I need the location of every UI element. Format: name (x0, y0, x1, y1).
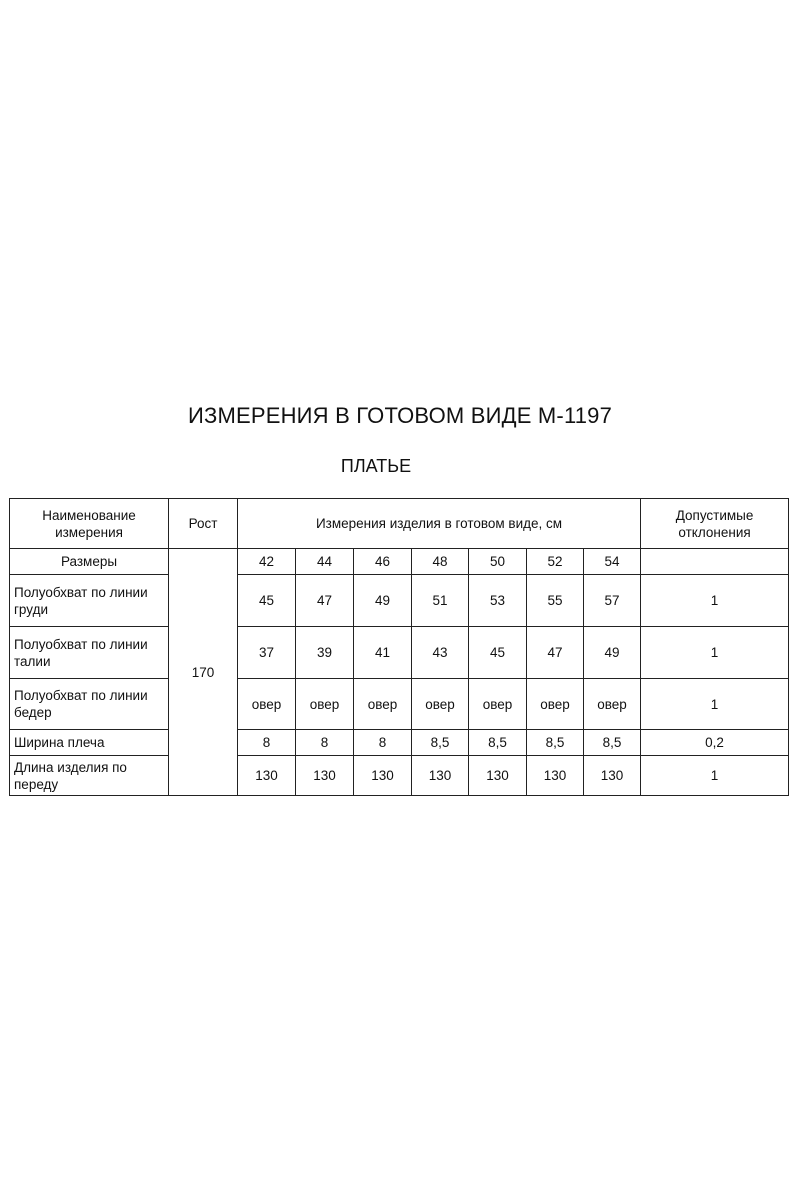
cell-value: овер (412, 679, 469, 730)
cell-value: 46 (354, 549, 412, 575)
cell-value: 8,5 (584, 730, 641, 756)
cell-value: 54 (584, 549, 641, 575)
cell-tolerance: 1 (641, 627, 789, 679)
cell-value: 8 (238, 730, 296, 756)
table-row (10, 679, 789, 730)
cell-value: 43 (412, 627, 469, 679)
header-measures: Измерения изделия в готовом виде, см (238, 499, 641, 549)
measurements-table (9, 498, 789, 796)
table-header-row (10, 499, 789, 549)
cell-value: овер (469, 679, 527, 730)
cell-value: 130 (296, 756, 354, 796)
height-value: 170 (169, 549, 238, 796)
cell-value: 8,5 (412, 730, 469, 756)
cell-value: 55 (527, 575, 584, 627)
cell-value: овер (584, 679, 641, 730)
cell-value: 130 (584, 756, 641, 796)
document-title: ИЗМЕРЕНИЯ В ГОТОВОМ ВИДЕ М-1197 (187, 403, 613, 428)
cell-value: 53 (469, 575, 527, 627)
cell-tolerance (641, 549, 789, 575)
cell-value: 130 (469, 756, 527, 796)
row-label: Размеры (10, 549, 169, 575)
table-row (10, 627, 789, 679)
cell-value: 8,5 (527, 730, 584, 756)
cell-tolerance: 1 (641, 756, 789, 796)
cell-value: 45 (469, 627, 527, 679)
cell-value: 48 (412, 549, 469, 575)
cell-value: 47 (527, 627, 584, 679)
cell-value: 37 (238, 627, 296, 679)
cell-value: овер (296, 679, 354, 730)
document-subtitle: ПЛАТЬЕ (340, 456, 412, 476)
cell-value: 39 (296, 627, 354, 679)
row-label: Полуобхват по линии талии (10, 627, 169, 679)
row-label: Длина изделия по переду (10, 756, 169, 796)
header-measurement-name: Наименование измерения (10, 499, 169, 549)
cell-value: 130 (238, 756, 296, 796)
row-label: Ширина плеча (10, 730, 169, 756)
cell-value: овер (238, 679, 296, 730)
cell-value: 8 (354, 730, 412, 756)
row-label: Полуобхват по линии груди (10, 575, 169, 627)
header-height: Рост (169, 499, 238, 549)
cell-value: 52 (527, 549, 584, 575)
cell-value: 57 (584, 575, 641, 627)
cell-value: 49 (584, 627, 641, 679)
cell-value: 130 (354, 756, 412, 796)
cell-value: овер (354, 679, 412, 730)
table-row (10, 730, 789, 756)
table-row (10, 549, 789, 575)
cell-tolerance: 1 (641, 575, 789, 627)
cell-value: 45 (238, 575, 296, 627)
cell-tolerance: 1 (641, 679, 789, 730)
cell-value: 8 (296, 730, 354, 756)
cell-value: 42 (238, 549, 296, 575)
row-label: Полуобхват по линии бедер (10, 679, 169, 730)
cell-value: 47 (296, 575, 354, 627)
cell-value: овер (527, 679, 584, 730)
cell-value: 130 (527, 756, 584, 796)
table-row (10, 756, 789, 796)
cell-value: 51 (412, 575, 469, 627)
cell-value: 130 (412, 756, 469, 796)
cell-value: 44 (296, 549, 354, 575)
cell-value: 8,5 (469, 730, 527, 756)
header-tolerance: Допустимые отклонения (641, 499, 789, 549)
cell-value: 41 (354, 627, 412, 679)
cell-tolerance: 0,2 (641, 730, 789, 756)
cell-value: 50 (469, 549, 527, 575)
table-row (10, 575, 789, 627)
cell-value: 49 (354, 575, 412, 627)
